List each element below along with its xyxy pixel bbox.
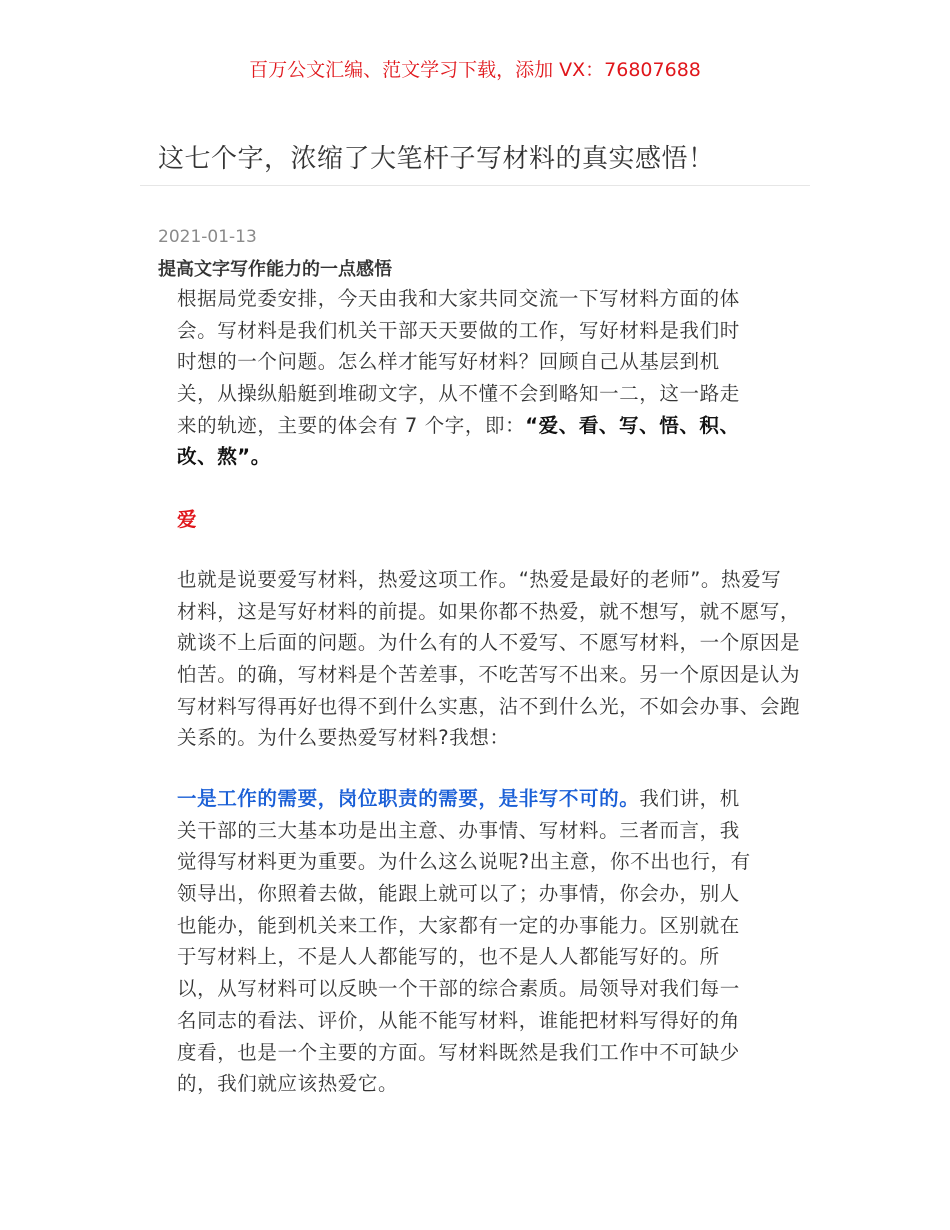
text-segment: 来的轨迹，主要的体会有 7 个字，即： [177,413,526,437]
emphasized-text: 改、熬”。 [177,445,271,469]
text-line: 关系的。为什么要热爱写材料?我想： [177,726,510,750]
text-line: 根据局党委安排，今天由我和大家共同交流一下写材料方面的体 [177,287,740,310]
article-subheading: 提高文字写作能力的一点感悟 [158,259,392,280]
section-heading-love: 爱 [177,508,197,531]
title-divider [140,185,810,186]
text-line: 关，从操纵船艇到堆砌文字，从不懂不会到略知一二，这一路走 [177,382,740,406]
text-line: 也就是说要爱写材料，热爱这项工作。“热爱是最好的老师”。热爱写 [177,568,782,591]
text-segment: 我们讲，机 [639,787,740,810]
text-line: 以，从写材料可以反映一个干部的综合素质。局领导对我们每一 [177,977,740,1001]
text-line: 时想的一个问题。怎么样才能写好材料？回顾自己从基层到机 [177,350,720,374]
text-line: 度看，也是一个主要的方面。写材料既然是我们工作中不可缺少 [177,1040,740,1064]
text-line [177,441,777,473]
text-line: 就谈不上后面的问题。为什么有的人不爱写、不愿写材料，一个原因是 [177,631,801,655]
paragraph-intro [177,283,777,473]
text-line: 写材料写得再好也得不到什么实惠，沾不到什么光，不如会办事、会跑 [177,694,801,718]
text-line: 于写材料上，不是人人都能写的，也不是人人都能写好的。所 [177,945,720,969]
promo-banner: 百万公文汇编、范文学习下载，添加 VX：76807688 [249,59,701,81]
paragraph-love [177,564,801,754]
emphasized-text: 一是工作的需要，岗位职责的需要，是非写不可的。 [177,787,640,810]
text-line: 关干部的三大基本功是出主意、办事情、写材料。三者而言，我 [177,818,740,842]
text-line: 怕苦。的确，写材料是个苦差事，不吃苦写不出来。另一个原因是认为 [177,663,801,687]
text-line: 名同志的看法、评价，从能不能写材料，谁能把材料写得好的角 [177,1008,740,1032]
text-line: 也能办，能到机关来工作，大家都有一定的办事能力。区别就在 [177,913,740,937]
emphasized-text: “爱、看、写、悟、积、 [525,413,740,437]
paragraph-reason-one [177,783,777,1100]
text-line [177,783,777,815]
text-line: 的，我们就应该热爱它。 [177,1072,399,1096]
publish-date: 2021-01-13 [158,227,257,247]
text-line: 材料，这是写好材料的前提。如果你都不热爱，就不想写，就不愿写， [177,599,801,623]
text-line: 会。写材料是我们机关干部天天要做的工作，写好材料是我们时 [177,318,740,342]
text-line: 觉得写材料更为重要。为什么这么说呢?出主意，你不出也行，有 [177,850,751,874]
article-title: 这七个字，浓缩了大笔杆子写材料的真实感悟！ [158,144,715,174]
text-line [177,410,777,442]
text-line: 领导出，你照着去做，能跟上就可以了；办事情，你会办，别人 [177,882,740,906]
